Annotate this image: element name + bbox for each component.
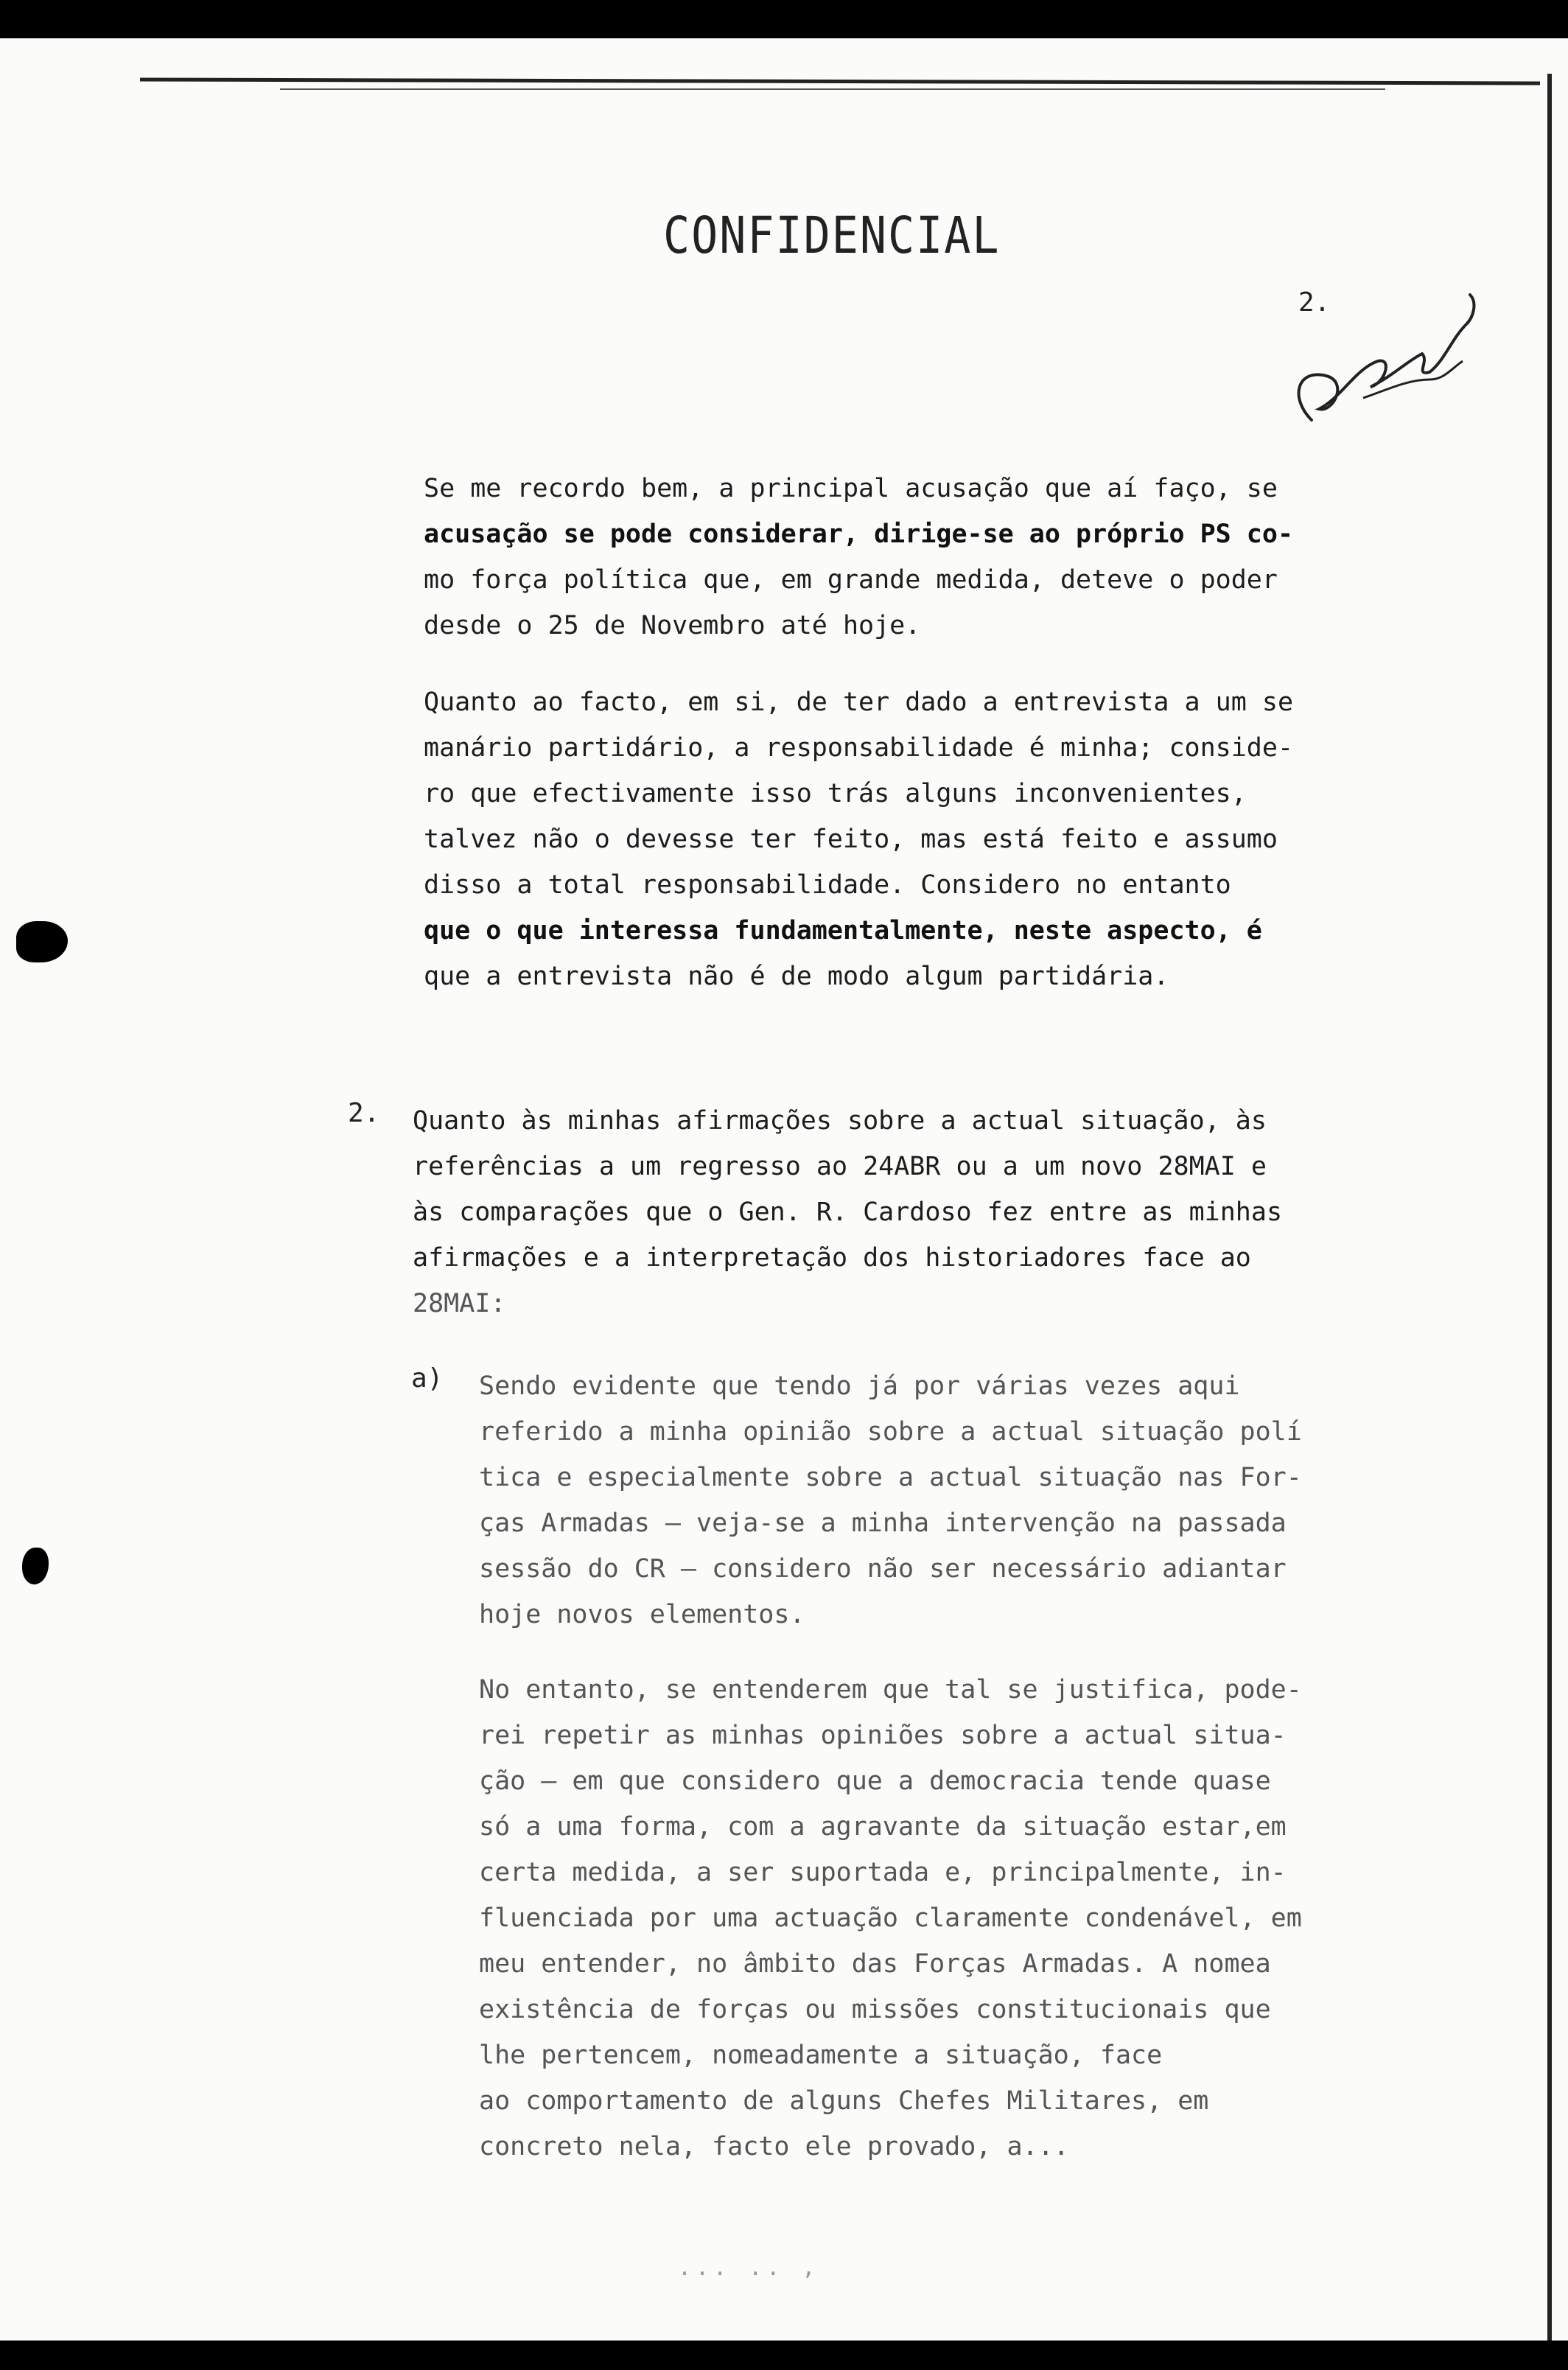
text-line: Se me recordo bem, a principal acusação que aí faço, se [424, 474, 1278, 503]
text-line: ro que efectivamente isso trás alguns inconvenientes, [424, 779, 1247, 808]
text-line: manário partidário, a responsabilidade é minha; conside- [424, 733, 1294, 763]
scan-top-border [0, 0, 1568, 38]
text-line: Sendo evidente que tendo já por várias vezes aqui [479, 1371, 1240, 1401]
scan-bottom-border [0, 2341, 1568, 2370]
page-right-edge [1547, 74, 1552, 2343]
header-rule-secondary [280, 88, 1385, 90]
item-a-continuation [479, 1667, 1302, 2170]
header-rule [140, 78, 1540, 85]
text-line: acusação se pode considerar, dirige-se ao próprio PS co- [424, 520, 1294, 549]
item-label: a) [411, 1363, 444, 1394]
text-line: No entanto, se entenderem que tal se justifica, pode- [479, 1675, 1302, 1705]
text-line: que a entrevista não é de modo algum partidária. [424, 962, 1169, 991]
text-line: só a uma forma, com a agravante da situação estar,em [479, 1812, 1287, 1842]
text-line: lhe pertencem, nomeadamente a situação, face [479, 2041, 1163, 2070]
text-line: afirmações e a interpretação dos historiadores face ao [413, 1243, 1251, 1273]
item-a-text [479, 1363, 1302, 1637]
text-line: que o que interessa fundamentalmente, neste aspecto, é [424, 916, 1262, 945]
ink-blot [16, 921, 68, 962]
ink-blot [22, 1548, 49, 1584]
item-number: 2. [348, 1098, 380, 1128]
text-line: desde o 25 de Novembro até hoje. [424, 611, 921, 640]
text-line: referido a minha opinião sobre a actual situação polí [479, 1417, 1302, 1447]
paragraph-1 [424, 466, 1293, 649]
text-line: Quanto ao facto, em si, de ter dado a entrevista a um se [424, 688, 1294, 717]
text-line: hoje novos elementos. [479, 1600, 805, 1629]
text-line: rei repetir as minhas opiniões sobre a actual situa- [479, 1721, 1287, 1750]
text-line: existência de forças ou missões constitucionais que [479, 1995, 1271, 2024]
page-number: 2. [1298, 287, 1331, 318]
text-line: concreto nela, facto ele provado, a... [479, 2132, 1069, 2161]
item-2-text [413, 1098, 1282, 1326]
text-line: fluenciada por uma actuação claramente condenável, em [479, 1904, 1302, 1933]
text-line: certa medida, a ser suportada e, principalmente, in- [479, 1858, 1287, 1887]
footer-mark: ... .. , [678, 2255, 820, 2281]
text-line: referências a um regresso ao 24ABR ou a um novo 28MAI e [413, 1152, 1267, 1181]
confidential-stamp: CONFIDENCIAL [663, 206, 1001, 266]
text-line: mo força política que, em grande medida, deteve o poder [424, 565, 1278, 595]
paragraph-2 [424, 679, 1293, 999]
text-line: ao comportamento de alguns Chefes Militares, em [479, 2086, 1209, 2116]
text-line: ças Armadas — veja-se a minha intervenção na passada [479, 1509, 1287, 1538]
text-line: meu entender, no âmbito das Forças Armadas. A nomea [479, 1949, 1271, 1979]
text-line: às comparações que o Gen. R. Cardoso fez entre as minhas [413, 1198, 1283, 1227]
handwritten-signature [1282, 251, 1503, 442]
text-line: tica e especialmente sobre a actual situação nas For- [479, 1463, 1302, 1492]
text-line: 28MAI: [413, 1289, 506, 1318]
text-line: ção — em que considero que a democracia tende quase [479, 1766, 1271, 1796]
text-line: sessão do CR — considero não ser necessário adiantar [479, 1554, 1287, 1584]
text-line: Quanto às minhas afirmações sobre a actual situação, às [413, 1106, 1267, 1136]
text-line: talvez não o devesse ter feito, mas está feito e assumo [424, 825, 1278, 854]
text-line: disso a total responsabilidade. Considero no entanto [424, 870, 1231, 900]
